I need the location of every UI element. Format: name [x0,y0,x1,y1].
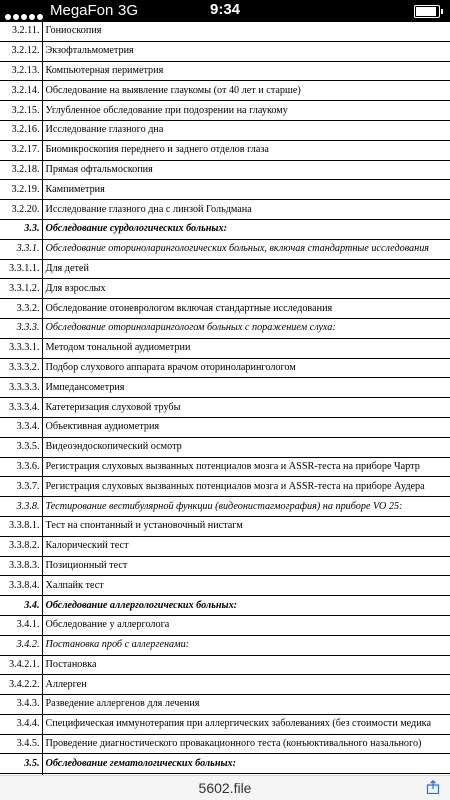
row-number: 3.3.3.3. [0,378,42,398]
table-row [0,576,450,596]
table-row [0,635,450,655]
row-description: Для детей [42,259,450,279]
row-description: Обследование сурдологических больных: [42,219,450,239]
row-description: Регистрация слуховых вызванных потенциалов мозга и ASSR-теста на приборе Аудера [42,477,450,497]
row-number: 3.4.4. [0,714,42,734]
battery-icon [414,5,440,18]
table-row [0,477,450,497]
row-number: 3.3.1.1. [0,259,42,279]
table-row [0,695,450,715]
row-number: 3.3.8.3. [0,556,42,576]
row-description: Обследование аллергологических больных: [42,596,450,616]
table-row [0,457,450,477]
row-description: Обследование гематологических больных: [42,754,450,774]
row-description: Позиционный тест [42,556,450,576]
table-row [0,675,450,695]
row-description: Видеоэндоскопический осмотр [42,437,450,457]
row-number: 3.3.3.1. [0,338,42,358]
table-row [0,160,450,180]
table-row [0,417,450,437]
row-description: Методом тональной аудиометрии [42,338,450,358]
row-number: 3.2.11. [0,22,42,41]
row-number: 3.4.1. [0,615,42,635]
row-description: Исследование глазного дна [42,120,450,140]
row-number: 3.2.16. [0,120,42,140]
table-row [0,615,450,635]
table-row [0,516,450,536]
row-description: Гониоскопия [42,22,450,41]
row-description: Кампиметрия [42,180,450,200]
row-description: Импедансометрия [42,378,450,398]
table-row [0,358,450,378]
row-description: Подбор слухового аппарата врачом оториноларингологом [42,358,450,378]
row-number: 3.3.8.2. [0,536,42,556]
row-number: 3.3.4. [0,417,42,437]
row-number: 3.3.3.4. [0,398,42,418]
table-row [0,536,450,556]
table-row [0,239,450,259]
row-number: 3.3.1.2. [0,279,42,299]
row-description: Обследование оториноларингологом больных с поражением слуха: [42,318,450,338]
file-name: 5602.file [198,780,252,796]
row-number: 3.2.20. [0,200,42,220]
row-description: Тест на спонтанный и установочный нистагм [42,516,450,536]
table-row [0,81,450,101]
row-description: Специфическая иммунотерапия при аллергических заболеваниях (без стоимости медика [42,714,450,734]
row-number: 3.2.18. [0,160,42,180]
table-row [0,338,450,358]
table-row [0,655,450,675]
row-number: 3.2.14. [0,81,42,101]
row-description: Постановка проб с аллергенами: [42,635,450,655]
row-number: 3.4. [0,596,42,616]
carrier-name: MegaFon [50,2,114,19]
table-row [0,140,450,160]
table-row [0,180,450,200]
table-row [0,61,450,81]
row-description: Объективная аудиометрия [42,417,450,437]
table-row [0,714,450,734]
row-number: 3.2.15. [0,101,42,121]
table-row [0,41,450,61]
row-number: 3.2.19. [0,180,42,200]
row-description: Катетеризация слуховой трубы [42,398,450,418]
row-description: Обследование у аллерголога [42,615,450,635]
clock: 9:34 [209,1,241,18]
row-number: 3.3. [0,219,42,239]
network-type: 3G [118,2,139,19]
table-row [0,259,450,279]
bottom-toolbar [0,775,450,800]
row-number: 3.3.2. [0,299,42,319]
table-row [0,734,450,754]
table-row [0,754,450,774]
row-description: Биомикроскопия переднего и заднего отделов глаза [42,140,450,160]
row-description: Обследование отоневрологом включая стандартные исследования [42,299,450,319]
row-description: Тестирование вестибулярной функции (видеонистагмография) на приборе VO 25: [42,497,450,517]
row-description: Исследование глазного дна с линзой Гольдмана [42,200,450,220]
row-number: 3.3.7. [0,477,42,497]
row-description: Углубленное обследование при подозрении на глаукому [42,101,450,121]
share-icon[interactable] [426,780,440,794]
row-number: 3.4.5. [0,734,42,754]
row-number: 3.2.12. [0,41,42,61]
row-description: Прямая офтальмоскопия [42,160,450,180]
table-row [0,437,450,457]
row-number: 3.4.3. [0,695,42,715]
row-number: 3.3.5. [0,437,42,457]
row-number: 3.3.3. [0,318,42,338]
table-row [0,556,450,576]
table-row [0,378,450,398]
table-row [0,596,450,616]
row-number: 3.4.2.1. [0,655,42,675]
row-description: Проведение диагностического провакационного теста (конъюктивального назального) [42,734,450,754]
table-row [0,398,450,418]
table-row [0,101,450,121]
row-number: 3.3.8. [0,497,42,517]
table-row [0,279,450,299]
row-description: Экзофтальмометрия [42,41,450,61]
row-number: 3.3.8.4. [0,576,42,596]
row-number: 3.5. [0,754,42,774]
row-description: Калорический тест [42,536,450,556]
row-number: 3.3.6. [0,457,42,477]
row-description: Компьютерная периметрия [42,61,450,81]
status-bar [0,0,450,22]
table-row [0,318,450,338]
row-description: Обследование на выявление глаукомы (от 40 лет и старше) [42,81,450,101]
price-list-table [0,22,450,776]
document-viewer[interactable] [0,22,450,776]
table-row [0,22,450,41]
row-description: Аллерген [42,675,450,695]
row-number: 3.4.2.2. [0,675,42,695]
table-row [0,299,450,319]
table-row [0,120,450,140]
row-description: Обследование оториноларингологических больных, включая стандартные исследования [42,239,450,259]
table-row [0,497,450,517]
row-number: 3.3.3.2. [0,358,42,378]
row-number: 3.3.1. [0,239,42,259]
row-description: Халпайк тест [42,576,450,596]
table-row [0,200,450,220]
row-number: 3.4.2. [0,635,42,655]
row-number: 3.3.8.1. [0,516,42,536]
row-description: Постановка [42,655,450,675]
table-row [0,219,450,239]
row-number: 3.2.13. [0,61,42,81]
row-description: Разведение аллергенов для лечения [42,695,450,715]
row-number: 3.2.17. [0,140,42,160]
row-description: Для взрослых [42,279,450,299]
row-description: Регистрация слуховых вызванных потенциалов мозга и ASSR-теста на приборе Чартр [42,457,450,477]
